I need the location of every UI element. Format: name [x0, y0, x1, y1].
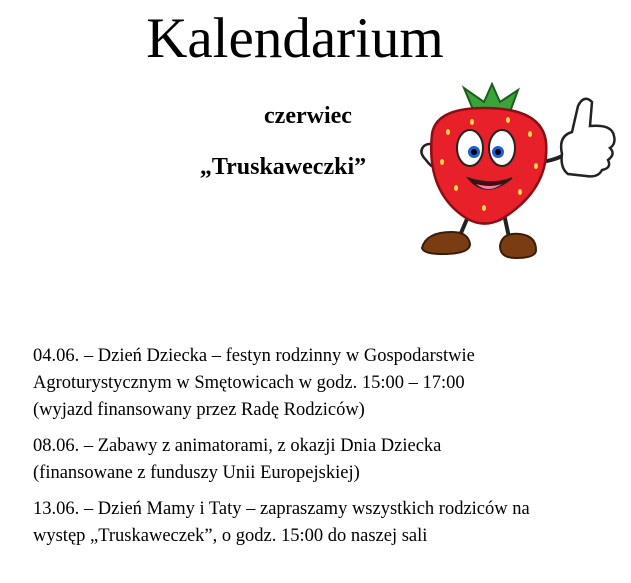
event-line: (finansowane z funduszy Unii Europejskiej) [33, 463, 360, 483]
event-line: (wyjazd finansowany przez Radę Rodziców) [33, 400, 365, 420]
event-item-3 [33, 496, 623, 550]
event-line: występ „Truskaweczek”, o godz. 15:00 do naszej sali [33, 526, 428, 546]
event-item-1 [33, 343, 623, 424]
event-item-2 [33, 433, 623, 487]
month-heading: czerwiec [264, 103, 352, 129]
page-title: Kalendarium [146, 7, 444, 70]
event-line: 08.06. – Zabawy z animatorami, z okazji Dnia Dziecka [33, 436, 442, 456]
events-list [33, 343, 623, 559]
event-line: Agroturystycznym w Smętowicach w godz. 15:00 – 17:00 [33, 373, 465, 393]
event-line: 04.06. – Dzień Dziecka – festyn rodzinny w Gospodarstwie [33, 346, 475, 366]
event-line: 13.06. – Dzień Mamy i Taty – zapraszamy wszystkich rodziców na [33, 499, 530, 519]
strawberry-mascot-icon [412, 82, 622, 272]
group-name-heading: „Truskaweczki” [199, 154, 367, 180]
